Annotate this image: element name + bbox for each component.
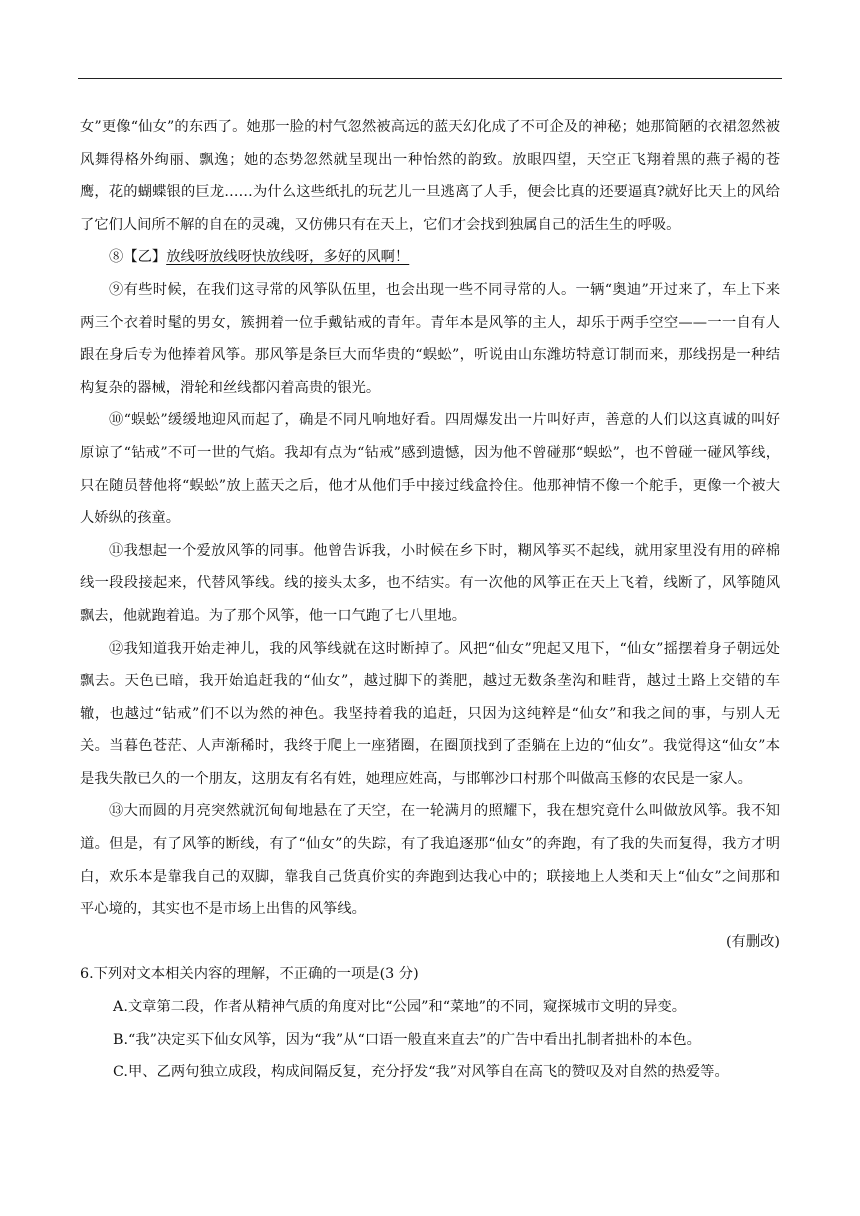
paragraph-9: ⑨有些时候，在我们这寻常的风筝队伍里，也会出现一些不同寻常的人。一辆“奥迪”开过来了，车上下来两三个衣着时髦的男女，簇拥着一位手戴钻戒的青年。青年本是风筝的主人，却乐于两手空空——一一自有人跟在身后专为他捧着风筝。那风筝是条巨大而华贵的“蜈蚣”，听说由山东潍坊特意订制而来，那线拐是一种结构复杂的器械，滑轮和丝线都闪着高贵的银光。: [80, 281, 780, 396]
question-6-stem: 6.下列对文本相关内容的理解，不正确的一项是(3 分): [80, 966, 419, 983]
paragraph-11: ⑪我想起一个爱放风筝的同事。他曾告诉我，小时候在乡下时，糊风筝买不起线，就用家里没有用的碎棉线一段段接起来，代替风筝线。线的接头太多，也不结实。有一次他的风筝正在天上飞着，线断了，风筝随风飘去，他就跑着追。为了那个风筝，他一口气跑了七八里地。: [80, 542, 780, 624]
paragraph-8-sentence-yi: 放线呀放线呀快放线呀，多好的风啊！: [166, 249, 410, 266]
source-note: (有删改): [725, 933, 780, 950]
question-6-option-c: C.甲、乙两句独立成段，构成间隔反复，充分抒发“我”对风筝自在高飞的赞叹及对自然的热爱等。: [113, 1064, 729, 1081]
paragraph-8: [80, 241, 780, 274]
paragraph-13: ⑬大而圆的月亮突然就沉甸甸地悬在了天空，在一轮满月的照耀下，我在想究竟什么叫做放风筝。我不知道。但是，有了风筝的断线，有了“仙女”的失踪，有了我追逐那“仙女”的奔跑，有了我的失而复得，我方才明白，欢乐本是靠我自己的双脚，靠我自己货真价实的奔跑到达我心中的；联接地上人类和天上“仙女”之间那和平心境的，其实也不是市场上出售的风筝线。: [80, 803, 780, 918]
paragraph-12: ⑫我知道我开始走神儿，我的风筝线就在这时断掉了。风把“仙女”兜起又甩下，“仙女”摇摆着身子朝远处飘去。天色已暗，我开始追赶我的“仙女”，越过脚下的粪肥，越过无数条垄沟和畦背，越过土路上交错的车辙，也越过“钻戒”们不以为然的神色。我坚持着我的追赶，只因为这纯粹是“仙女”和我之间的事，与别人无关。当暮色苍茫、人声渐稀时，我终于爬上一座猪圈，在圈顶找到了歪躺在上边的“仙女”。我觉得这“仙女”本是我失散已久的一个朋友，这朋友有名有姓，她理应姓高，与邯郸沙口村那个叫做高玉修的农民是一家人。: [80, 640, 780, 787]
question-6-option-b: B.“我”决定买下仙女风筝，因为“我”从“口语一般直来直去”的广告中看出扎制者拙朴的本色。: [113, 1031, 701, 1048]
question-6-option-a: A.文章第二段，作者从精神气质的角度对比“公园”和“菜地”的不同，窥探城市文明的异变。: [113, 999, 687, 1016]
header-rule: [78, 78, 782, 79]
paragraph-continued: 女”更像“仙女”的东西了。她那一脸的村气忽然被高远的蓝天幻化成了不可企及的神秘；她那简陋的衣裙忽然被风舞得格外绚丽、飘逸；她的态势忽然就呈现出一种怡然的韵致。放眼四望，天空正飞翔着黑的燕子褐的苍鹰，花的蝴蝶银的巨龙……为什么这些纸扎的玩艺儿一旦逃离了人手，便会比真的还要逼真?就好比天上的风给了它们人间所不解的自在的灵魂，又仿佛只有在天上，它们才会找到独属自己的活生生的呼吸。: [80, 119, 780, 233]
paragraph-8-marker: ⑧【乙】: [109, 249, 167, 266]
paragraph-10: ⑩“蜈蚣”缓缓地迎风而起了，确是不同凡响地好看。四周爆发出一片叫好声，善意的人们以这真诚的叫好原谅了“钻戒”不可一世的气焰。我却有点为“钻戒”感到遗憾，因为他不曾碰那“蜈蚣”，也不曾碰一碰风筝线，只在随员替他将“蜈蚣”放上蓝天之后，他才从他们手中接过线盒拎住。他那神情不像一个舵手，更像一个被大人娇纵的孩童。: [80, 412, 780, 527]
document-body: [80, 111, 780, 1089]
